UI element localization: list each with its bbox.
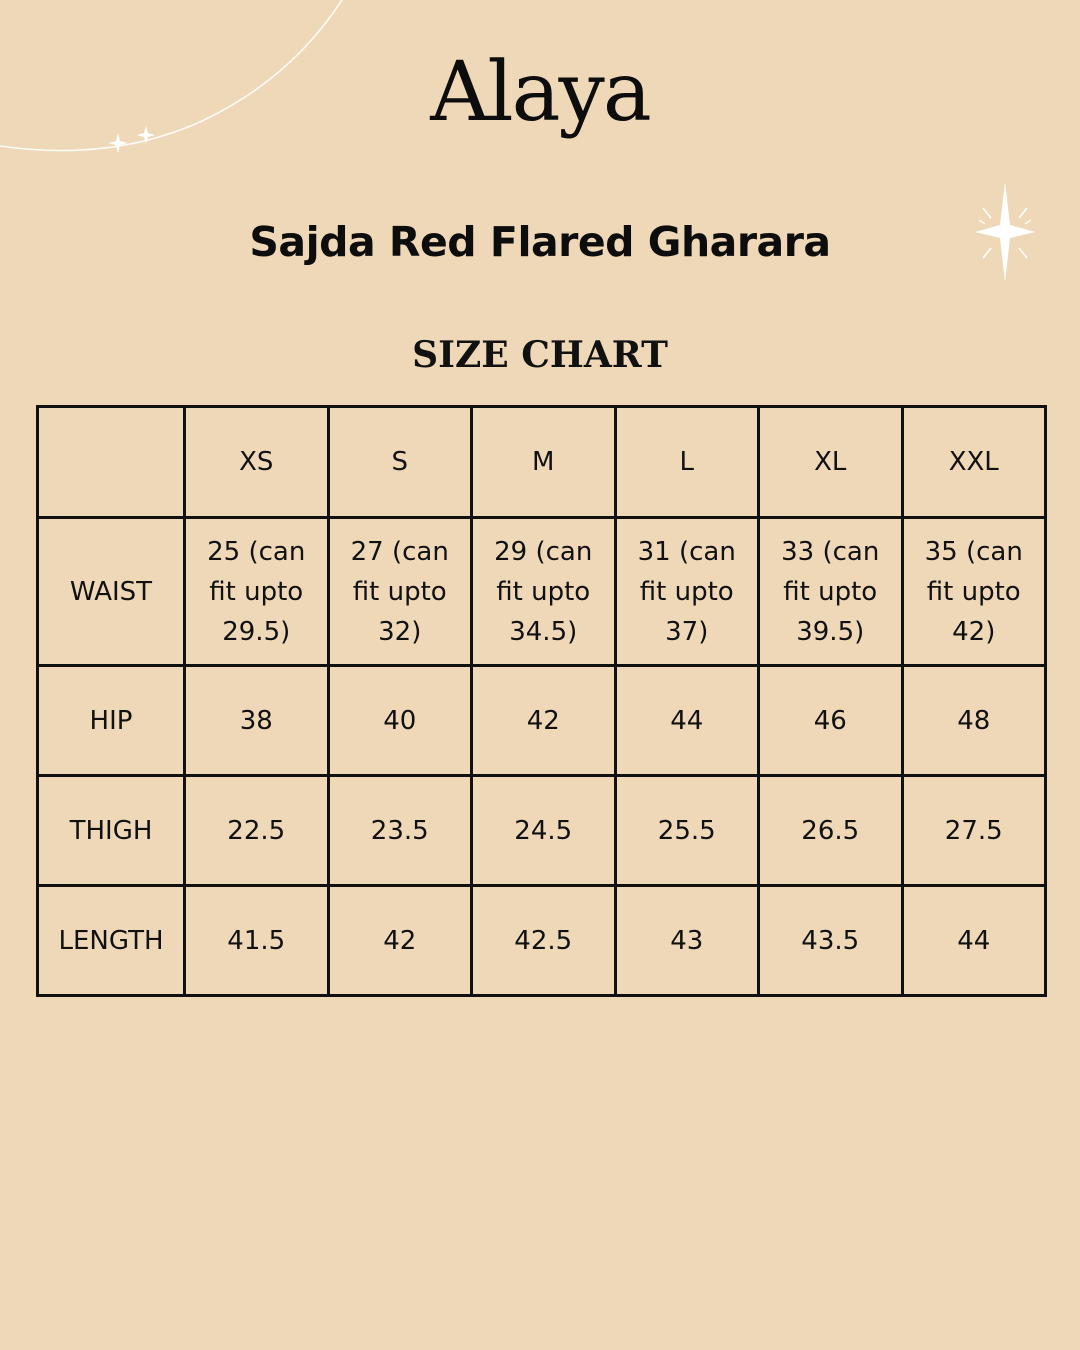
measurement-cell: 22.5 <box>185 776 329 886</box>
measurement-cell: 48 <box>902 666 1046 776</box>
measurement-cell: 43.5 <box>759 886 903 996</box>
product-title: Sajda Red Flared Gharara <box>249 218 831 266</box>
measurement-cell: 42 <box>328 886 472 996</box>
measurement-cell: 33 (can fit upto 39.5) <box>759 518 903 666</box>
table-row <box>38 518 1046 666</box>
corner-cell <box>38 407 185 518</box>
measurement-cell: 25 (can fit upto 29.5) <box>185 518 329 666</box>
measurement-cell: 41.5 <box>185 886 329 996</box>
size-header-cell: S <box>328 407 472 518</box>
brand-logo: Alaya <box>430 45 650 140</box>
table-row <box>38 776 1046 886</box>
measurement-cell: 23.5 <box>328 776 472 886</box>
measurement-cell: 26.5 <box>759 776 903 886</box>
measurement-cell: 29 (can fit upto 34.5) <box>472 518 616 666</box>
size-header-cell: XXL <box>902 407 1046 518</box>
measurement-cell: 27 (can fit upto 32) <box>328 518 472 666</box>
row-label: THIGH <box>38 776 185 886</box>
measurement-cell: 38 <box>185 666 329 776</box>
measurement-cell: 44 <box>902 886 1046 996</box>
table-row <box>38 666 1046 776</box>
measurement-cell: 46 <box>759 666 903 776</box>
row-label: LENGTH <box>38 886 185 996</box>
measurement-cell: 31 (can fit upto 37) <box>615 518 759 666</box>
size-header-row <box>38 407 1046 518</box>
measurement-cell: 27.5 <box>902 776 1046 886</box>
size-header-cell: M <box>472 407 616 518</box>
measurement-cell: 40 <box>328 666 472 776</box>
measurement-cell: 35 (can fit upto 42) <box>902 518 1046 666</box>
measurement-cell: 44 <box>615 666 759 776</box>
row-label: WAIST <box>38 518 185 666</box>
measurement-cell: 25.5 <box>615 776 759 886</box>
small-sparkle-icon <box>108 133 128 153</box>
size-chart-table <box>36 405 1047 997</box>
size-header-cell: XS <box>185 407 329 518</box>
row-label: HIP <box>38 666 185 776</box>
measurement-cell: 42 <box>472 666 616 776</box>
measurement-cell: 42.5 <box>472 886 616 996</box>
size-header-cell: L <box>615 407 759 518</box>
table-row <box>38 886 1046 996</box>
size-chart-heading: SIZE CHART <box>412 334 668 376</box>
measurement-cell: 43 <box>615 886 759 996</box>
size-header-cell: XL <box>759 407 903 518</box>
measurement-cell: 24.5 <box>472 776 616 886</box>
